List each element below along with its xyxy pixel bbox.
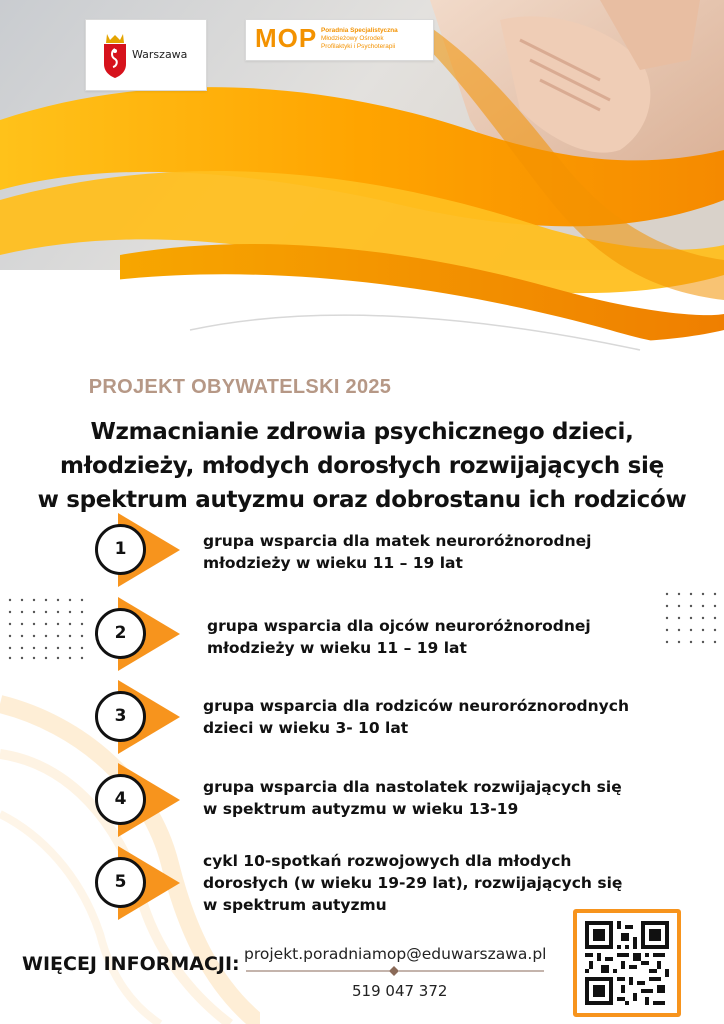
- item-text-line: w spektrum autyzmu: [203, 896, 387, 914]
- item-text-line: cykl 10-spotkań rozwojowych dla młodych: [203, 852, 572, 870]
- item-text: [203, 776, 713, 820]
- dots-decoration-left: [8, 598, 88, 660]
- item-text-line: młodzieży w wieku 11 – 19 lat: [207, 639, 467, 657]
- mop-logo: [245, 19, 434, 61]
- coat-of-arms-icon: [101, 32, 129, 78]
- item-text-line: grupa wsparcia dla rodziców neuroróznorodnych: [203, 697, 629, 715]
- warszawa-name: Warszawa: [132, 48, 188, 61]
- item-text: [207, 615, 717, 659]
- main-title: [0, 415, 724, 517]
- mop-line-1: Poradnia Specjalistyczna: [321, 27, 398, 34]
- item-text: [203, 530, 713, 574]
- list-item: [95, 513, 715, 587]
- main-title-line-3: w spektrum autyzmu oraz dobrostanu ich rodziców: [37, 487, 687, 513]
- item-number: 4: [95, 774, 146, 825]
- item-number: 5: [95, 857, 146, 908]
- item-number: 1: [95, 524, 146, 575]
- more-info-label: WIĘCEJ INFORMACJI:: [22, 953, 240, 975]
- qr-code[interactable]: [573, 909, 681, 1017]
- item-text: [203, 695, 713, 739]
- qr-code-icon: [585, 921, 669, 1005]
- item-text-line: grupa wsparcia dla matek neuroróżnorodnej: [203, 532, 592, 550]
- item-number: 3: [95, 691, 146, 742]
- mop-line-2: Młodzieżowy Ośrodek: [321, 35, 384, 42]
- project-title: PROJEKT OBYWATELSKI 2025: [88, 376, 392, 398]
- main-title-line-2: młodzieży, młodych dorosłych rozwijających się: [60, 453, 664, 479]
- item-text: [203, 850, 713, 916]
- item-text-line: grupa wsparcia dla ojców neuroróżnorodnej: [207, 617, 591, 635]
- list-item: [95, 680, 715, 754]
- warszawa-logo: [85, 19, 207, 91]
- item-text-line: młodzieży w wieku 11 – 19 lat: [203, 554, 463, 572]
- mop-acronym: MOP: [255, 23, 318, 53]
- hero-banner: [0, 0, 724, 365]
- list-item: [95, 763, 715, 837]
- item-number: 2: [95, 608, 146, 659]
- contact-phone-link[interactable]: 519 047 372: [352, 982, 448, 1000]
- item-text-line: dzieci w wieku 3- 10 lat: [203, 719, 409, 737]
- item-text-line: dorosłych (w wieku 19-29 lat), rozwijających się: [203, 874, 623, 892]
- list-item: [95, 597, 715, 671]
- main-title-line-1: Wzmacnianie zdrowia psychicznego dzieci,: [90, 419, 634, 445]
- item-text-line: w spektrum autyzmu w wieku 13-19: [203, 800, 519, 818]
- mop-line-3: Profilaktyki i Psychoterapii: [321, 43, 396, 50]
- item-text-line: grupa wsparcia dla nastolatek rozwijających się: [203, 778, 622, 796]
- contact-divider: [244, 965, 549, 977]
- contact-email-link[interactable]: projekt.poradniamop@eduwarszawa.pl: [244, 945, 547, 963]
